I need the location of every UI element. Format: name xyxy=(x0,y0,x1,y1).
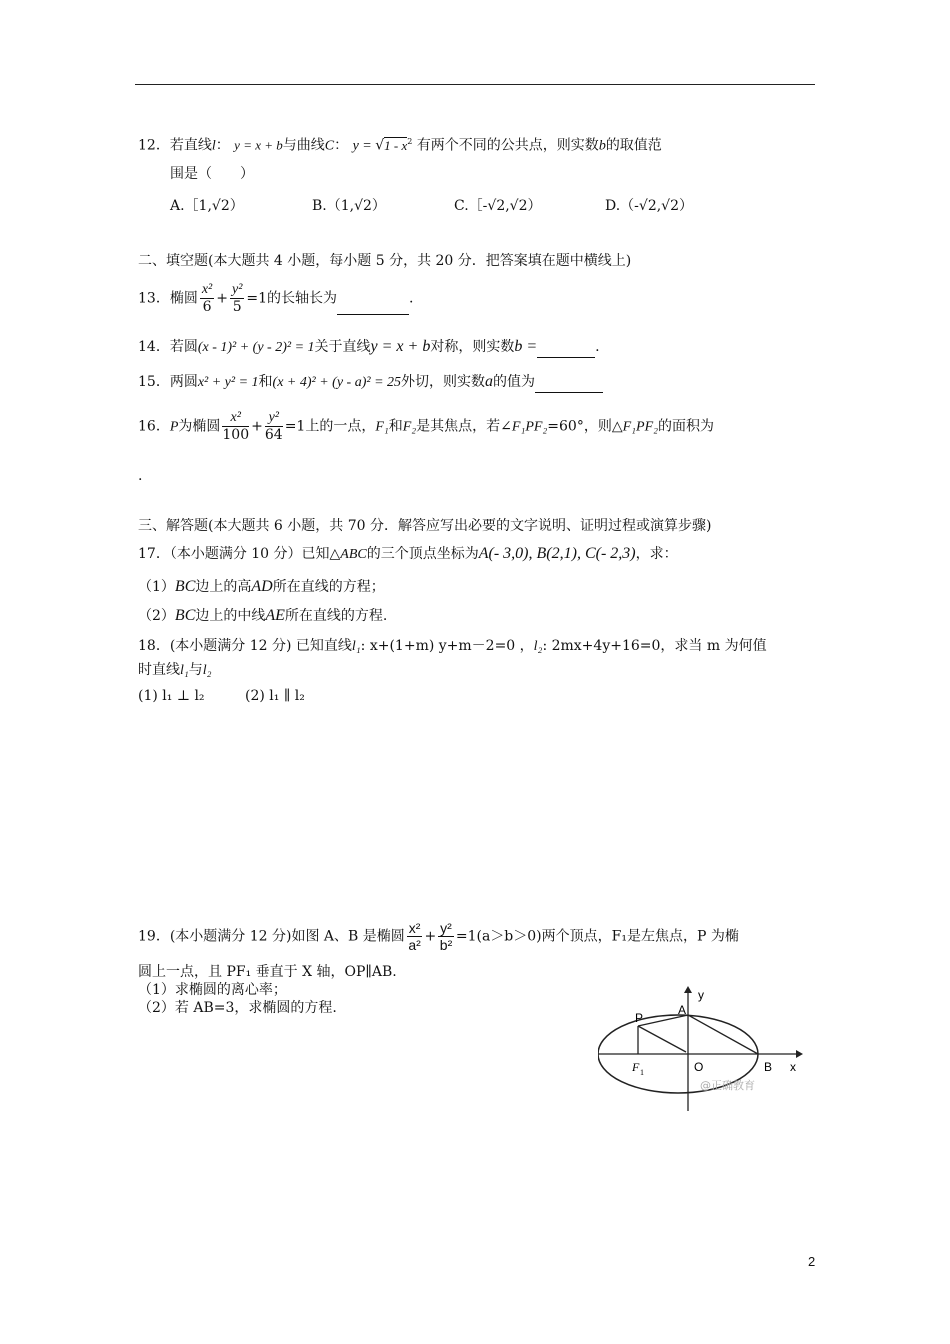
q12-option-b: B.（1,√2） xyxy=(312,198,386,214)
label-a: A xyxy=(678,1003,687,1017)
q19-line1: 19．(本小题满分 12 分)如图 A、B 是椭圆 $\frac{\text{x²}}{\text{a²}}$ + $\frac{\text{y²}}{\text{b²}}$ =1(a＞b＞0)两个顶点，F₁是左焦点，P 为椭 xyxy=(138,920,739,953)
label-o: O xyxy=(694,1060,704,1074)
q13-frac-y: $\frac{\text{y²}}{5}$ xyxy=(231,282,243,315)
q18-line1: 18．(本小题满分 12 分) 已知直线l₁: x+(1+m) y+m－2=0 ，l₂: 2mx+4y+16=0，求当 m 为何值 xyxy=(138,638,767,654)
q12-line1: 12．若直线l： y = x + b与曲线C： $y = √1 - x^2$ 有两个不同的公共点，则实数b的取值范 xyxy=(138,137,662,154)
q16-frac-y: $\frac{\text{y²}}{64}$ xyxy=(264,410,283,443)
q12-option-c: C.［-√2,√2） xyxy=(454,198,542,214)
q17: 17．（本小题满分 10 分）已知△ABC的三个顶点坐标为A(- 3,0), B(2,1), C(- 2,3)，求： xyxy=(138,545,678,562)
q17-part1: （1）BC边上的高AD所在直线的方程； xyxy=(138,578,385,595)
label-p: P xyxy=(635,1011,644,1025)
q12-option-a: A.［1,√2） xyxy=(170,198,244,214)
q18-part1: (1) l₁ ⊥ l₂ xyxy=(138,688,205,704)
label-y: y xyxy=(698,988,704,1002)
q16-frac-x: $\frac{\text{x²}}{100}$ xyxy=(222,410,250,443)
q13: 13．椭圆 $\frac{\text{x²}}{6}$ + $\frac{\text{y²}}{5}$ =1的长轴长为 . xyxy=(138,282,414,315)
q19-frac-y: $\frac{\text{y²}}{\text{b²}}$ xyxy=(439,920,453,953)
header-rule xyxy=(135,84,815,85)
q16: 16．P为椭圆 $\frac{\text{x²}}{100}$ + $\frac{\text{y²}}{64}$ =1上的一点，F₁和F₂是其焦点，若∠F₁PF₂=60°，则△F₁PF₂的面积为 xyxy=(138,410,714,443)
label-x: x xyxy=(790,1060,796,1074)
label-f1: F xyxy=(632,1060,640,1074)
q18-line2: 时直线l₁与l₂ xyxy=(138,662,212,678)
page-number: 2 xyxy=(808,1254,816,1269)
y-axis-arrow xyxy=(684,986,692,993)
label-f1-sub: 1 xyxy=(640,1068,644,1077)
q12-option-d: D.（-√2,√2） xyxy=(605,198,694,214)
section-3-heading: 三、解答题(本大题共 6 小题，共 70 分．解答应写出必要的文字说明、证明过程或演算步骤) xyxy=(138,518,712,534)
label-b: B xyxy=(764,1060,773,1074)
q16-answer-dot: . xyxy=(138,468,143,484)
q13-frac-x: $\frac{\text{x²}}{6}$ xyxy=(201,282,213,315)
q19-part1: （1）求椭圆的离心率； xyxy=(138,982,287,998)
q19-frac-x: $\frac{\text{x²}}{\text{a²}}$ xyxy=(408,920,421,953)
q17-part2: （2）BC边上的中线AE所在直线的方程. xyxy=(138,607,388,624)
x-axis-arrow xyxy=(796,1050,803,1058)
ellipse-figure xyxy=(598,985,808,1113)
watermark: @正确教育 xyxy=(700,1079,755,1092)
op-segment xyxy=(638,1026,686,1052)
q12-line2: 围是（ ） xyxy=(170,166,254,182)
q18-part2: (2) l₁ ∥ l₂ xyxy=(245,688,305,704)
section-2-heading: 二、填空题(本大题共 4 小题，每小题 5 分，共 20 分．把答案填在题中横线上) xyxy=(138,253,632,269)
q14: 14．若圆(x - 1)² + (y - 2)² = 1关于直线y = x + b对称，则实数b = . xyxy=(138,337,600,358)
q15: 15．两圆x² + y² = 1和(x + 4)² + (y - a)² = 25外切，则实数a的值为 xyxy=(138,372,603,393)
q19-part2: （2）若 AB=3，求椭圆的方程. xyxy=(138,1000,337,1016)
q19-line2: 圆上一点，且 PF₁ 垂直于 X 轴，OP∥AB. xyxy=(138,964,397,980)
